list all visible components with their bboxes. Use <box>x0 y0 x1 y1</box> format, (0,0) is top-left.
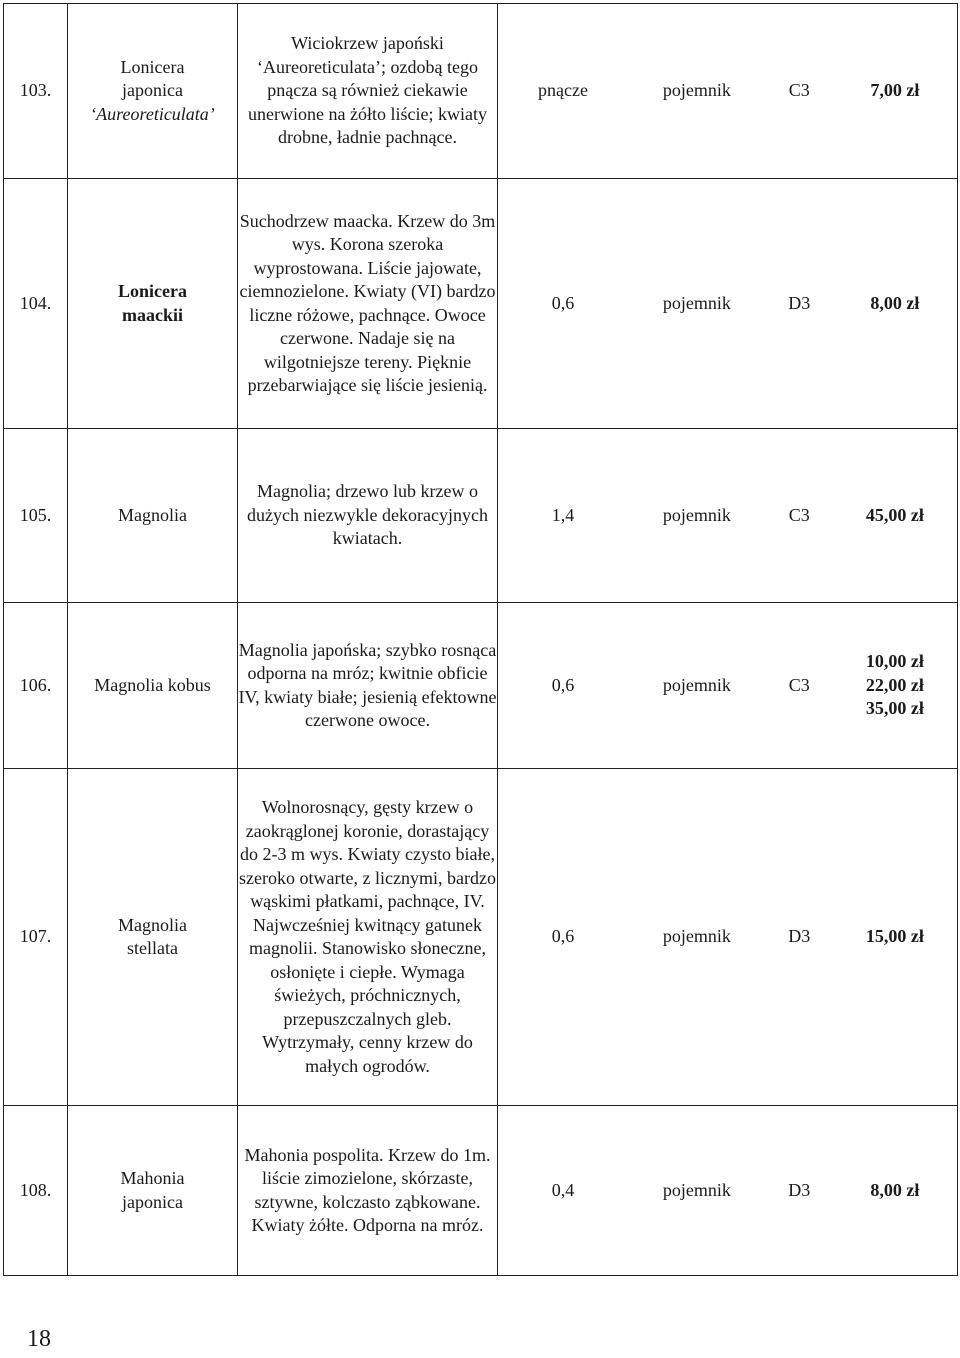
plant-name <box>68 1106 238 1276</box>
row-number: 107. <box>4 769 68 1106</box>
pot-size: D3 <box>788 1179 811 1200</box>
price-value: 8,00 zł <box>870 1179 920 1200</box>
container-type: pojemnik <box>662 80 731 101</box>
row-number: 106. <box>4 603 68 769</box>
row-number: 104. <box>4 179 68 429</box>
table-row <box>4 179 958 429</box>
price-value: 45,00 zł <box>865 504 924 525</box>
pot-size: C3 <box>788 674 810 695</box>
row-number: 108. <box>4 1106 68 1276</box>
price <box>833 504 957 528</box>
plant-name-line: Magnolia <box>118 914 187 935</box>
row-number: 105. <box>4 429 68 603</box>
container-type: pojemnik <box>662 674 731 695</box>
plant-name-line: Lonicera <box>120 56 185 77</box>
table-row <box>4 769 958 1106</box>
container-type: pojemnik <box>662 926 731 947</box>
container-type: pojemnik <box>662 504 731 525</box>
plant-size: 1,4 <box>551 504 575 525</box>
price-value: 22,00 zł <box>865 674 924 695</box>
plant-name-line: Mahonia <box>120 1168 185 1188</box>
table-row <box>4 1106 958 1276</box>
plant-description: Magnolia; drzewo lub krzew o dużych niezwykle dekoracyjnych kwiatach. <box>238 429 498 603</box>
pot-size: C3 <box>788 504 810 525</box>
plant-size: 0,6 <box>551 674 575 695</box>
price-value: 7,00 zł <box>870 80 920 101</box>
pot-size: C3 <box>788 80 810 101</box>
price <box>833 650 957 721</box>
price-value: 8,00 zł <box>870 292 920 313</box>
row-number: 103. <box>4 4 68 179</box>
plant-name-line: japonica <box>122 1191 183 1212</box>
plant-size: 0,6 <box>551 292 575 313</box>
plant-description: Wiciokrzew japoński ‘Aureoreticulata’; ozdobą tego pnącza są również ciekawie unerwione na żółto liście; kwiaty drobne, ładnie pachnące. <box>238 4 498 179</box>
price-value: 15,00 zł <box>865 926 924 947</box>
plant-attributes <box>498 1106 958 1276</box>
plant-description: Magnolia japońska; szybko rosnąca odporna na mróz; kwitnie obficie IV, kwiaty białe; jesienią efektowne czerwone owoce. <box>238 603 498 769</box>
table-row <box>4 603 958 769</box>
plant-attributes <box>498 769 958 1106</box>
plant-size: pnącze <box>538 80 588 101</box>
table-row <box>4 429 958 603</box>
plant-description: Suchodrzew maacka. Krzew do 3m wys. Korona szeroka wyprostowana. Liście jajowate, ciemnozielone. Kwiaty (VI) bardzo liczne różowe, pachnące. Owoce czerwone. Nadaje się na wilgotniejsze tereny. Pięknie przebarwiające się liście jesienią. <box>238 179 498 429</box>
table-row <box>4 4 958 179</box>
pot-size: D3 <box>788 292 811 313</box>
plant-name-line: Magnolia kobus <box>94 674 211 695</box>
plant-name-line: japonica <box>122 80 183 101</box>
plant-name-line: maackii <box>122 304 183 325</box>
plant-description: Mahonia pospolita. Krzew do 1m. liście zimozielone, skórzaste, sztywne, kolczasto ząbkowane. Kwiaty żółte. Odporna na mróz. <box>238 1106 498 1276</box>
plant-attributes <box>498 179 958 429</box>
plant-name-line: Magnolia <box>118 504 187 525</box>
plant-size: 0,6 <box>551 926 575 947</box>
price <box>833 292 957 316</box>
plant-description: Wolnorosnący, gęsty krzew o zaokrąglonej koronie, dorastający do 2-3 m wys. Kwiaty czysto białe, szeroko otwarte, z licznymi, bardzo wąskimi płatkami, pachnące, IV. Najwcześniej kwitnący gatunek magnolii. Stanowisko słoneczne, osłonięte i ciepłe. Wymaga świeżych, próchnicznych, przepuszczalnych gleb. Wytrzymały, cenny krzew do małych ogrodów. <box>238 769 498 1106</box>
plant-attributes <box>498 603 958 769</box>
plant-name-line: stellata <box>127 938 178 958</box>
price <box>833 1179 957 1203</box>
plant-name-line: Lonicera <box>118 281 187 301</box>
plant-name <box>68 179 238 429</box>
container-type: pojemnik <box>662 1179 731 1200</box>
plant-name <box>68 603 238 769</box>
plant-name <box>68 769 238 1106</box>
plant-catalog-table <box>3 3 958 1276</box>
page-number: 18 <box>27 1326 51 1352</box>
plant-size: 0,4 <box>551 1179 575 1200</box>
price-value: 35,00 zł <box>865 698 924 719</box>
plant-name <box>68 4 238 179</box>
price <box>833 925 957 949</box>
plant-name-line: ‘Aureoreticulata’ <box>90 103 215 124</box>
pot-size: D3 <box>788 926 811 947</box>
plant-attributes <box>498 4 958 179</box>
plant-attributes <box>498 429 958 603</box>
container-type: pojemnik <box>662 292 731 313</box>
plant-name <box>68 429 238 603</box>
price-value: 10,00 zł <box>865 651 924 672</box>
price <box>833 79 957 103</box>
